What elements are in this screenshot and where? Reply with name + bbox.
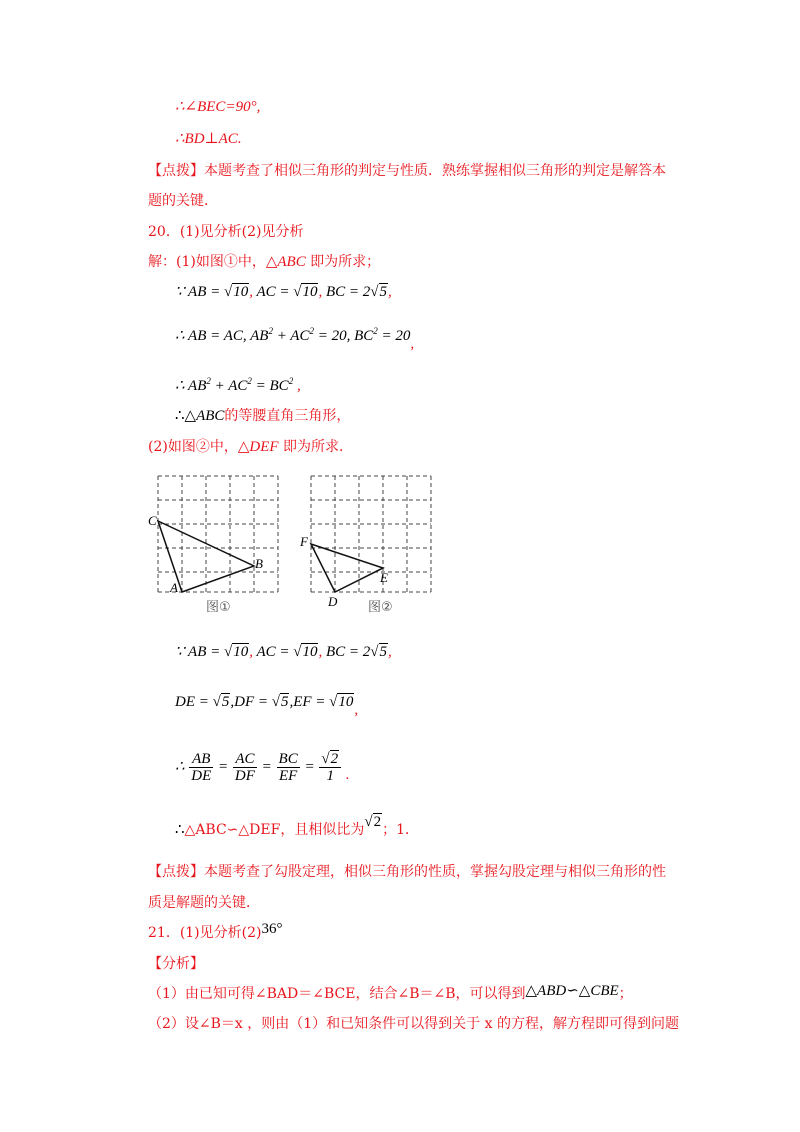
label-b: B — [255, 556, 263, 571]
analysis-1: （1）由已知可得∠BAD＝∠BCE，结合∠B＝∠B，可以得到△ABD∽△CBE； — [148, 983, 633, 1002]
label-d: D — [328, 594, 338, 609]
ab-eq: AB = — [188, 284, 224, 300]
because-symbol: ∵ — [175, 284, 185, 300]
label-e: E — [380, 570, 388, 585]
grid-figures-svg — [148, 466, 448, 616]
sqrt-10-b: √10 — [293, 284, 318, 300]
sqrt-5: √5 — [370, 284, 388, 300]
tip2-line2: 质是解题的关键． — [148, 895, 260, 911]
line-bec-90: ∴∠BEC=90°, — [175, 99, 261, 115]
caption-fig1: 图① — [206, 600, 231, 615]
sol-triangle: △ABC — [265, 254, 306, 270]
line-bd-perp-ac: ∴BD⊥AC. — [175, 131, 242, 147]
analysis-2: （2）设∠B＝x ，则由（1）和已知条件可以得到关于 x 的方程，解方程即可得到问题 — [148, 1016, 679, 1032]
tip1-line2: 题的关键． — [148, 193, 218, 209]
grid-figures — [148, 466, 448, 616]
sol-start-text: 解：(1)如图①中， — [148, 254, 266, 270]
caption-fig2: 图② — [368, 600, 393, 615]
given-lengths-2: ∵ AB = √10, AC = √10, BC = 2√5, — [175, 644, 392, 660]
pythag-eq-1: ∴ AB = AC, $AB^2 + AC^2 = 20$, $BC^2 = 20$, — [175, 326, 415, 352]
tip2-line1: 【点拨】本题考查了勾股定理，相似三角形的性质，掌握勾股定理与相似三角形的性 — [148, 864, 666, 880]
label-f: F — [300, 534, 308, 549]
ac-eq: AC = — [256, 284, 294, 300]
def-lengths: DE = √5,DF = √5,EF = √10, — [175, 694, 359, 718]
sqrt-10-a: √10 — [223, 284, 249, 300]
analysis-heading: 【分析】 — [148, 956, 204, 972]
tip1-line1: 【点拨】本题考查了相似三角形的判定与性质．熟练掌握相似三角形的判定是解答本 — [148, 163, 666, 179]
sol-end-text: 即为所求； — [305, 254, 381, 270]
part2-start: (2)如图②中，△DEF 即为所求． — [148, 439, 353, 455]
solution-start — [148, 252, 380, 272]
bc-eq: BC = 2 — [325, 284, 371, 300]
given-lengths-1: ∵ AB = √10, AC = √10, BC = 2√5, — [175, 284, 392, 300]
similar-conclusion: ∴△ABC∽△DEF，且相似比为√2；1． — [175, 814, 419, 838]
label-a: A — [170, 580, 178, 595]
triangle-def — [311, 544, 383, 592]
isosceles-right-line: ∴△ABC的等腰直角三角形， — [175, 408, 351, 424]
question-20: 20．(1)见分析(2)见分析 — [148, 224, 304, 240]
question-21: 21．(1)见分析(2)36° — [148, 921, 283, 941]
ratio-equation: ∴ $\frac{AB}{DE}$ = $\frac{AC}{DF}$ = $\frac{BC}{EF}$ = $\frac{√2}{1}$ . — [175, 751, 350, 785]
label-c: C — [148, 513, 157, 528]
pythag-eq-2: ∴ $AB^2 + AC^2 = BC^2$ , — [175, 376, 301, 394]
